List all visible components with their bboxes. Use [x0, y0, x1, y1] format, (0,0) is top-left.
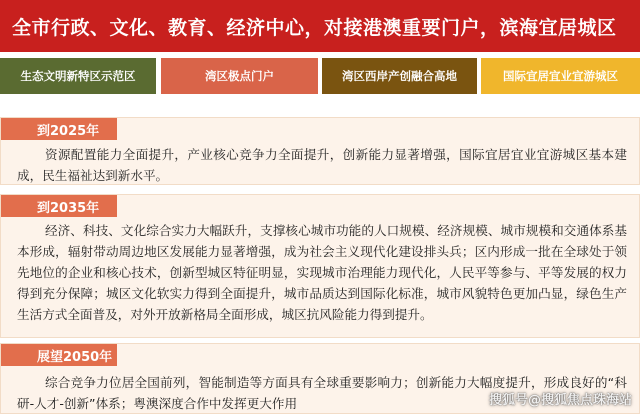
tab-label: 生态文明新特区示范区 — [20, 69, 136, 83]
tab-label: 湾区西岸产创融合高地 — [342, 69, 457, 83]
section-heading — [1, 118, 117, 140]
section-heading — [1, 195, 117, 217]
section-heading-text: 到2025年 — [37, 123, 100, 139]
tab-international-livable-district — [481, 58, 640, 94]
section-body: 资源配置能力全面提升，产业核心竞争力全面提升，创新能力显著增强，国际宜居宜业宜游城区基本建成，民生福祉达到新水平。 — [17, 147, 627, 183]
banner-title: 全市行政、文化、教育、经济中心，对接港澳重要门户，滨海宜居城区 — [12, 16, 617, 39]
source-watermark: 搜狐号@搜狐焦点珠海站 — [488, 393, 632, 408]
tab-label: 国际宜居宜业宜游城区 — [503, 69, 618, 83]
section-heading-text: 展望2050年 — [37, 349, 113, 365]
tab-bay-area-gateway — [161, 58, 318, 94]
positioning-tabs — [0, 58, 640, 94]
section-2025 — [0, 117, 640, 185]
section-heading — [1, 344, 117, 366]
tab-label: 湾区极点门户 — [205, 69, 274, 83]
page-banner — [0, 0, 640, 52]
tab-industry-innovation-highland — [322, 58, 477, 94]
section-heading-text: 到2035年 — [37, 200, 100, 216]
section-body: 综合竞争力位居全国前列，智能制造等方面具有全球重要影响力；创新能力大幅度提升，形成良好的“科研-人才-创新”体系；粤澳深度合作中发挥更大作用 — [17, 375, 627, 411]
section-2035 — [0, 194, 640, 338]
tab-eco-civilization-zone — [0, 58, 156, 94]
section-body: 经济、科技、文化综合实力大幅跃升，支撑核心城市功能的人口规模、经济规模、城市规模和交通体系基本形成，辐射带动周边地区发展能力显著增强，成为社会主义现代化建设排头兵；区内形成一批在全球处于领先地位的企业和核心技术，创新型城区特征明显，实现城市治理能力现代化，人民平等参与、平等发展的权力得到充分保障；城区文化软实力得到全面提升，城市品质达到国际化标准，城市风貌特色更加凸显，绿色生产生活方式全面普及，对外开放新格局全面形成，城区抗风险能力得到提升。 — [17, 223, 627, 322]
